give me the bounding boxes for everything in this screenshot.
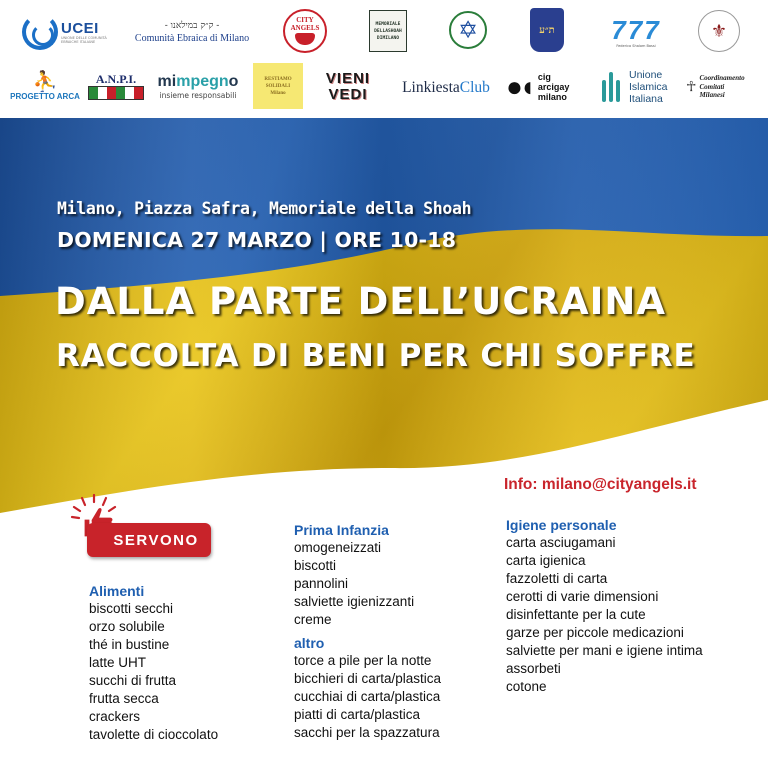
federico-bassi-subtitle: Federico Shalom Bassi [616, 43, 656, 48]
star-of-david-logo [448, 10, 488, 50]
partner-logos [0, 0, 768, 118]
coordinamento-line-3: Milanesi [699, 91, 725, 100]
infanzia-altro-list [294, 521, 441, 742]
city-angels-name: CITY ANGELS [290, 16, 320, 32]
cig-line-3: milano [537, 92, 567, 102]
progetto-arca-logo [8, 66, 82, 106]
unione-islamica-mark-icon [597, 72, 625, 102]
list-item: pannolini [294, 576, 349, 591]
cig-line-2: arcigay [537, 82, 570, 92]
ucei-mark-icon [22, 14, 58, 50]
ucei-name: UCEI [61, 19, 99, 37]
igiene-heading: Igiene personale [506, 517, 617, 533]
restiamo-line-3: Milano [270, 90, 286, 96]
tempio-logo [530, 8, 564, 52]
event-title: DALLA PARTE DELL’UCRAINA [55, 280, 666, 323]
coordinamento-comitati-logo [686, 70, 762, 104]
comunita-ebraica-name: Comunità Ebraica di Milano [134, 32, 250, 44]
event-date: DOMENICA 27 MARZO | ORE 10-18 [57, 228, 457, 252]
list-item: bicchieri di carta/plastica [294, 671, 442, 686]
igiene-list [506, 516, 703, 696]
vieni-vedi-line-2: VEDI [328, 86, 368, 103]
restiamo-line-1: RESTIAMO [264, 76, 292, 82]
progetto-arca-name: PROGETTO ARCA [10, 92, 80, 101]
list-item: assorbeti [506, 661, 561, 676]
restiamo-solidali-logo [253, 63, 303, 109]
unione-islamica-line-2: Islamica [629, 81, 668, 93]
person-icon: ⛹ [32, 69, 58, 93]
city-angels-logo [282, 8, 328, 54]
federico-bassi-logo [604, 8, 668, 56]
list-item: garze per piccole medicazioni [506, 625, 684, 640]
list-item: biscotti [294, 558, 337, 573]
comunita-ebraica-logo [132, 14, 252, 50]
unione-islamica-line-3: Italiana [629, 93, 663, 105]
list-item: salviette igienizzanti [294, 594, 415, 609]
anpi-flag-icon [88, 86, 144, 100]
mimpegno-logo [152, 70, 244, 102]
memoriale-line-2: DELLASHOAH [374, 28, 402, 34]
vieni-vedi-logo [312, 68, 384, 106]
list-item: carta igienica [506, 553, 586, 568]
alimenti-list [89, 582, 218, 744]
mimpegno-prefix: mi [157, 72, 177, 90]
list-item: biscotti secchi [89, 601, 174, 616]
memoriale-shoah-logo [369, 10, 407, 52]
anpi-logo [87, 70, 145, 102]
coordinamento-line-1: Coordinamento [699, 74, 745, 83]
coordinamento-line-2: Comitati [699, 82, 725, 91]
servono-badge [56, 493, 226, 565]
memoriale-line-3: DIMILANO [376, 35, 400, 41]
seal-logo [697, 9, 741, 53]
list-item: cerotti di varie dimensioni [506, 589, 659, 604]
list-item: frutta secca [89, 691, 159, 706]
list-item: succhi di frutta [89, 673, 177, 688]
list-item: crackers [89, 709, 141, 724]
mimpegno-mid: mpegn [176, 72, 229, 90]
list-item: piatti di carta/plastica [294, 707, 421, 722]
list-item: orzo solubile [89, 619, 165, 634]
star-of-david-icon: ✡ [457, 16, 479, 44]
event-subtitle: RACCOLTA DI BENI PER CHI SOFFRE [56, 338, 696, 374]
servono-label: SERVONO [87, 523, 211, 557]
mimpegno-suffix: o [228, 72, 239, 90]
mimpegno-tagline: insieme responsabili [159, 90, 237, 100]
cig-line-1: cig [537, 72, 551, 82]
federico-bassi-number: 777 [611, 14, 661, 45]
list-item: cucchiai di carta/plastica [294, 689, 441, 704]
ucei-logo [22, 12, 108, 52]
ucei-subtitle: UNIONE DELLE COMUNITÀ EBRAICHE ITALIANE [61, 35, 107, 44]
alimenti-heading: Alimenti [89, 583, 145, 599]
list-item: omogeneizzati [294, 540, 382, 555]
prima-infanzia-heading: Prima Infanzia [294, 522, 389, 538]
linkiesta-part-2: Club [459, 79, 490, 96]
list-item: carta asciugamani [506, 535, 616, 550]
crest-icon: ⚜ [710, 20, 728, 42]
list-item: thé in bustine [89, 637, 170, 652]
city-angels-shield-icon [295, 33, 315, 45]
restiamo-line-2: SOLIDALI [265, 83, 291, 89]
figures-icon: ☥ [686, 79, 697, 95]
info-contact: Info: milano@cityangels.it [504, 476, 697, 493]
comunita-ebraica-hebrew: - ק״ק במילאנו - [164, 20, 220, 31]
list-item: cotone [506, 679, 547, 694]
memoriale-line-1: MEMORIALE [375, 21, 401, 27]
altro-heading: altro [294, 635, 325, 651]
linkiesta-part-1: Linkiesta [402, 79, 460, 96]
list-item: latte UHT [89, 655, 147, 670]
list-item: fazzoletti di carta [506, 571, 608, 586]
list-item: sacchi per la spazzatura [294, 725, 440, 740]
list-item: disinfettante per la cute [506, 607, 646, 622]
event-location: Milano, Piazza Safra, Memoriale della Shoah [57, 199, 472, 218]
list-item: salviette per mani e igiene intima [506, 643, 703, 658]
list-item: torce a pile per la notte [294, 653, 432, 668]
tempio-logo-text: ת״ע [539, 24, 555, 36]
list-item: creme [294, 612, 332, 627]
anpi-name: A.N.P.I. [95, 71, 137, 86]
list-item: tavolette di cioccolato [89, 727, 219, 742]
linkiesta-club-logo [390, 76, 502, 100]
cig-mark-icon: ●◖ [506, 71, 532, 102]
cig-arcigay-logo [506, 68, 592, 106]
unione-islamica-line-1: Unione [629, 69, 663, 81]
vieni-vedi-line-1: VIENI [325, 70, 371, 87]
unione-islamica-logo [597, 67, 679, 107]
